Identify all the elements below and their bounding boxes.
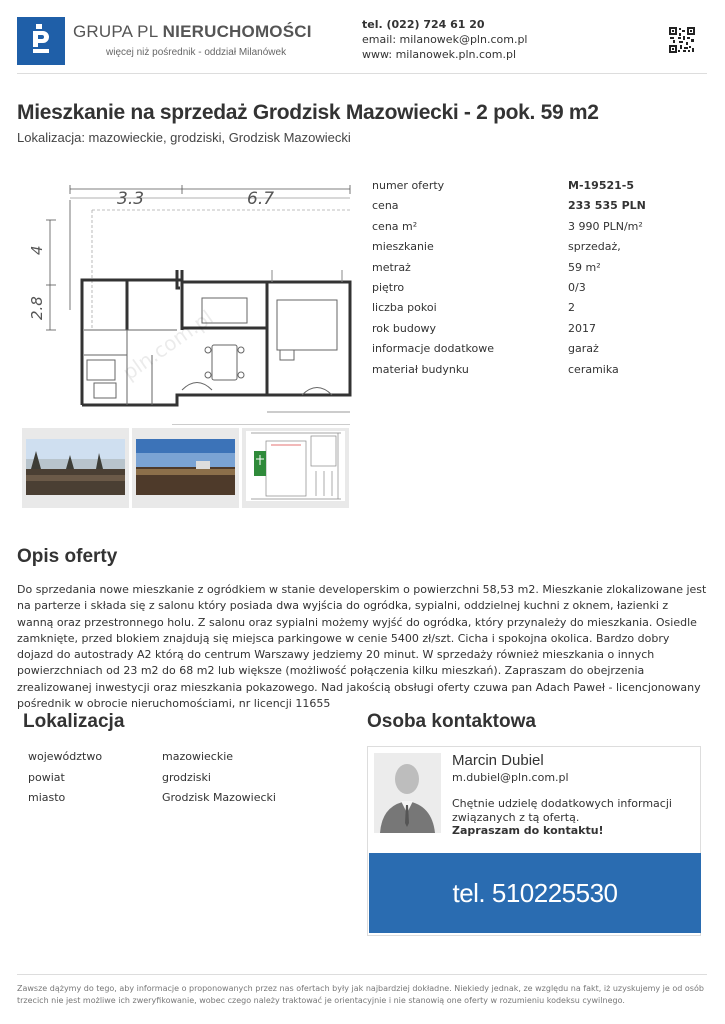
- brand-name: GRUPA PL NIERUCHOMOŚCI: [73, 22, 312, 41]
- floor-plan-image[interactable]: [22, 180, 352, 425]
- detail-label: informacje dodatkowe: [372, 342, 495, 356]
- footer-divider: [17, 974, 707, 975]
- agent-name: Marcin Dubiel: [452, 752, 544, 769]
- site-plan-thumbnail[interactable]: [242, 428, 349, 508]
- plan-watermark: pln.com.pl: [118, 305, 218, 385]
- detail-value: ceramika: [568, 362, 619, 376]
- detail-value: sprzedaż,: [568, 240, 621, 254]
- description-heading: Opis oferty: [17, 546, 118, 567]
- detail-value: 2017: [568, 321, 596, 335]
- detail-label: cena: [372, 199, 399, 213]
- legal-disclaimer: Zawsze dążymy do tego, aby informacje o proponowanych przez nas ofertach były jak najbardziej dokładne. Niekiedy jednak, ze względu na fakt, iż uzyskujemy je od osób trzecich nie jest możliwe ich zweryfikowanie, wobec czego należy traktować je orientacyjnie i nie stanowią one oferty w rozumieniu kodeksu cywilnego.: [17, 984, 704, 1005]
- agent-card: [367, 746, 701, 936]
- office-email[interactable]: email: milanowek@pln.com.pl: [362, 33, 528, 46]
- photo-thumbnail[interactable]: [22, 428, 129, 508]
- detail-label: materiał budynku: [372, 362, 469, 376]
- location-label: województwo: [28, 750, 103, 763]
- location-heading: Lokalizacja: [23, 711, 125, 732]
- location-value: mazowieckie: [162, 750, 234, 763]
- location-value: Grodzisk Mazowiecki: [162, 791, 276, 804]
- plan-dimension-width-2: 6.7: [247, 189, 275, 209]
- detail-value: 3 990 PLN/m²: [568, 219, 643, 233]
- plan-dimension-height-1: 4: [28, 245, 46, 255]
- tagline: więcej niż pośrednik - oddział Milanówek: [106, 47, 287, 58]
- description-text: Do sprzedania nowe mieszkanie z ogródkiem w stanie developerskim o powierzchni 58,53 m2. Mieszkanie zlokalizowane jest na parterze i składa się z salonu który posiada dwa wyjścia do ogródka, sypialni, oddzielnej kuchni z oknem, łazienki z wanną oraz przestronnego holu. Z salonu oraz sypialni możemy wyjść do ogródka, który przynależy do mieszkania. Osiedle zamknięte, przed blokiem znajdują się miejsca parkingowe w cenie 5400 zł/szt. Cicha i spokojna okolica. Bardzo dobry dojazd do autostrady A2 którą do centrum Warszawy jedziemy 20 minut. W sprzedaży również mieszkania o innych powierzchniach od 23 m2 do 68 m2 lub większe (możliwość połączenia kilku mieszkań). Zapraszam do obejrzenia zrealizowanej inwestycji oraz mieszkania pokazowego. Nad jakością obsługi oferty czuwa pan Adach Paweł - licencjonowany pośrednik w obrocie nieruchomościami, nr licencji 11655: [17, 583, 707, 711]
- agent-avatar: [374, 753, 441, 833]
- detail-value: 59 m²: [568, 260, 601, 274]
- location-value: grodziski: [162, 770, 211, 784]
- agent-email[interactable]: m.dubiel@pln.com.pl: [452, 771, 569, 784]
- contact-heading: Osoba kontaktowa: [367, 711, 536, 732]
- agent-message: Chętnie udzielę dodatkowych informacji związanych z tą ofertą. Zapraszam do kontaktu!: [452, 797, 672, 837]
- agent-phone[interactable]: tel. 510225530: [452, 878, 618, 908]
- plan-dimension-height-2: 2.8: [28, 296, 46, 320]
- detail-value: garaż: [568, 342, 599, 356]
- photo-thumbnail[interactable]: [132, 428, 239, 508]
- detail-value: M-19521-5: [568, 179, 634, 192]
- detail-label: piętro: [372, 280, 405, 294]
- detail-label: metraż: [372, 260, 411, 274]
- detail-value: 0/3: [568, 280, 586, 294]
- detail-value: 233 535 PLN: [568, 199, 646, 213]
- header-divider: [17, 73, 707, 74]
- location-subtitle: Lokalizacja: mazowieckie, grodziski, Grodzisk Mazowiecki: [17, 130, 351, 145]
- detail-label: cena m²: [372, 219, 418, 233]
- qr-code-icon: [669, 27, 695, 53]
- page-title: Mieszkanie na sprzedaż Grodzisk Mazowiecki - 2 pok. 59 m2: [17, 101, 599, 124]
- detail-label: mieszkanie: [372, 240, 434, 254]
- detail-label: numer oferty: [372, 179, 445, 192]
- office-website[interactable]: www: milanowek.pln.com.pl: [362, 48, 517, 61]
- office-phone[interactable]: tel. (022) 724 61 20: [362, 18, 485, 31]
- agent-phone-bar[interactable]: [369, 853, 701, 933]
- location-label: miasto: [28, 791, 66, 804]
- detail-label: liczba pokoi: [372, 301, 437, 315]
- detail-label: rok budowy: [372, 321, 437, 335]
- plan-dimension-width-1: 3.3: [117, 189, 145, 209]
- company-logo[interactable]: [17, 17, 65, 65]
- detail-value: 2: [568, 301, 575, 315]
- location-label: powiat: [28, 770, 65, 784]
- office-contact: [362, 17, 527, 62]
- contact-cta: Zapraszam do kontaktu!: [452, 824, 604, 837]
